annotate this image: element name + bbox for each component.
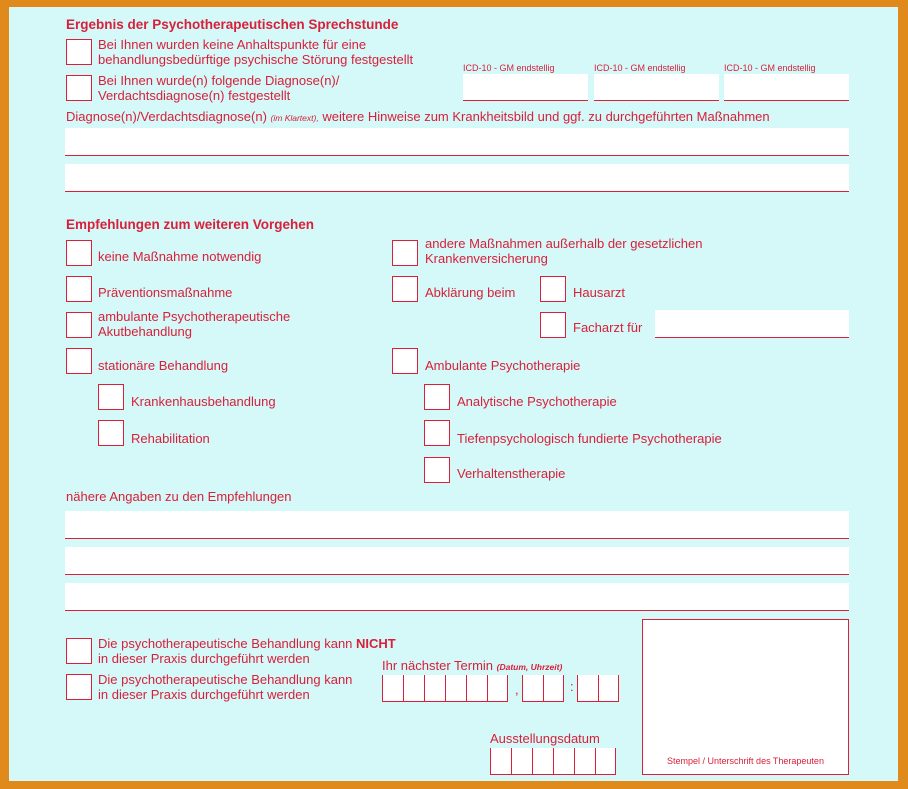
label-akut-line1: ambulante Psychotherapeutische xyxy=(98,309,291,324)
checkbox-ambulante-psychotherapie[interactable] xyxy=(392,348,418,374)
termin-separator-comma: , xyxy=(515,682,519,697)
label-andere-line2: Krankenversicherung xyxy=(425,251,548,266)
diagnosis-text-label-rest: weitere Hinweise zum Krankheitsbild und ggf. zu durchgeführten Maßnahmen xyxy=(322,109,770,124)
details-field-3[interactable] xyxy=(65,583,849,611)
checkbox-abklaerung[interactable] xyxy=(392,276,418,302)
checkbox-analytisch[interactable] xyxy=(424,384,450,410)
label-rehabilitation: Rehabilitation xyxy=(131,431,210,446)
icd-field-3[interactable] xyxy=(724,74,849,101)
checkbox-diagnosis[interactable] xyxy=(66,75,92,101)
checkbox-krankenhaus[interactable] xyxy=(98,384,124,410)
label-hausarzt: Hausarzt xyxy=(573,285,626,300)
label-keine-massnahme: keine Maßnahme notwendig xyxy=(98,249,262,264)
label-nicht-line1-text: Die psychotherapeutische Behandlung kann xyxy=(98,636,357,651)
ausstellungsdatum-cells[interactable] xyxy=(490,748,616,775)
diagnosis-text-label xyxy=(66,109,770,126)
label-nicht-line1 xyxy=(98,636,396,651)
label-akut-line2: Akutbehandlung xyxy=(98,324,192,339)
label-andere-line1: andere Maßnahmen außerhalb der gesetzlichen xyxy=(425,236,703,251)
label-no-findings-line1: Bei Ihnen wurden keine Anhaltspunkte für eine xyxy=(98,37,367,52)
termin-date-cells[interactable] xyxy=(382,675,508,702)
termin-hour-cells[interactable] xyxy=(522,675,564,702)
checkbox-stationaer[interactable] xyxy=(66,348,92,374)
section-title-ergebnis: Ergebnis der Psychotherapeutischen Sprechstunde xyxy=(66,17,399,32)
icd-field-1[interactable] xyxy=(463,74,588,101)
label-no-findings-line2: behandlungsbedürftige psychische Störung festgestellt xyxy=(98,52,414,67)
diagnosis-text-hint: (im Klartext), xyxy=(270,113,319,123)
label-praevention: Präventionsmaßnahme xyxy=(98,285,233,300)
icd-label-1: ICD-10 - GM endstellig xyxy=(463,63,555,73)
label-kann-line1: Die psychotherapeutische Behandlung kann xyxy=(98,672,353,687)
icd-field-2[interactable] xyxy=(594,74,719,101)
checkbox-praevention[interactable] xyxy=(66,276,92,302)
label-diagnosis-line1: Bei Ihnen wurde(n) folgende Diagnose(n)/ xyxy=(98,73,340,88)
termin-label xyxy=(382,658,562,675)
checkbox-verhaltenstherapie[interactable] xyxy=(424,457,450,483)
termin-label-main: Ihr nächster Termin xyxy=(382,658,494,673)
checkbox-keine-massnahme[interactable] xyxy=(66,240,92,266)
stempel-box[interactable] xyxy=(642,619,849,775)
termin-hint: (Datum, Uhrzeit) xyxy=(496,662,563,672)
ausstellungsdatum-label: Ausstellungsdatum xyxy=(490,731,600,746)
label-diagnosis-line2: Verdachtsdiagnose(n) festgestellt xyxy=(98,88,291,103)
label-tiefenpsychologisch: Tiefenpsychologisch fundierte Psychotherapie xyxy=(457,431,722,446)
termin-separator-colon: : xyxy=(570,679,574,694)
checkbox-hausarzt[interactable] xyxy=(540,276,566,302)
icd-label-2: ICD-10 - GM endstellig xyxy=(594,63,686,73)
facharzt-field[interactable] xyxy=(655,310,849,338)
label-analytisch: Analytische Psychotherapie xyxy=(457,394,617,409)
label-abklaerung: Abklärung beim xyxy=(425,285,516,300)
checkbox-tiefenpsychologisch[interactable] xyxy=(424,420,450,446)
checkbox-akutbehandlung[interactable] xyxy=(66,312,92,338)
section-title-empfehlungen: Empfehlungen zum weiteren Vorgehen xyxy=(66,217,315,232)
label-facharzt: Facharzt für xyxy=(573,320,643,335)
checkbox-behandlung-nicht[interactable] xyxy=(66,638,92,664)
referral-form xyxy=(9,7,898,781)
checkbox-rehabilitation[interactable] xyxy=(98,420,124,446)
label-krankenhaus: Krankenhausbehandlung xyxy=(131,394,276,409)
checkbox-no-findings[interactable] xyxy=(66,39,92,65)
label-nicht-line2: in dieser Praxis durchgeführt werden xyxy=(98,651,310,666)
label-verhaltenstherapie: Verhaltenstherapie xyxy=(457,466,566,481)
stempel-label: Stempel / Unterschrift des Therapeuten xyxy=(667,756,824,766)
diagnosis-text-field-1[interactable] xyxy=(65,128,849,156)
checkbox-andere-massnahmen[interactable] xyxy=(392,240,418,266)
icd-label-3: ICD-10 - GM endstellig xyxy=(724,63,816,73)
details-field-2[interactable] xyxy=(65,547,849,575)
diagnosis-text-field-2[interactable] xyxy=(65,164,849,192)
label-stationaer: stationäre Behandlung xyxy=(98,358,229,373)
termin-minute-cells[interactable] xyxy=(577,675,619,702)
details-field-1[interactable] xyxy=(65,511,849,539)
diagnosis-text-label-main: Diagnose(n)/Verdachtsdiagnose(n) xyxy=(66,109,267,124)
details-label: nähere Angaben zu den Empfehlungen xyxy=(66,489,292,504)
label-kann-line2: in dieser Praxis durchgeführt werden xyxy=(98,687,310,702)
label-ambulante-psychotherapie: Ambulante Psychotherapie xyxy=(425,358,581,373)
checkbox-facharzt[interactable] xyxy=(540,312,566,338)
label-nicht-emphasis: NICHT xyxy=(356,636,396,651)
checkbox-behandlung-kann[interactable] xyxy=(66,674,92,700)
